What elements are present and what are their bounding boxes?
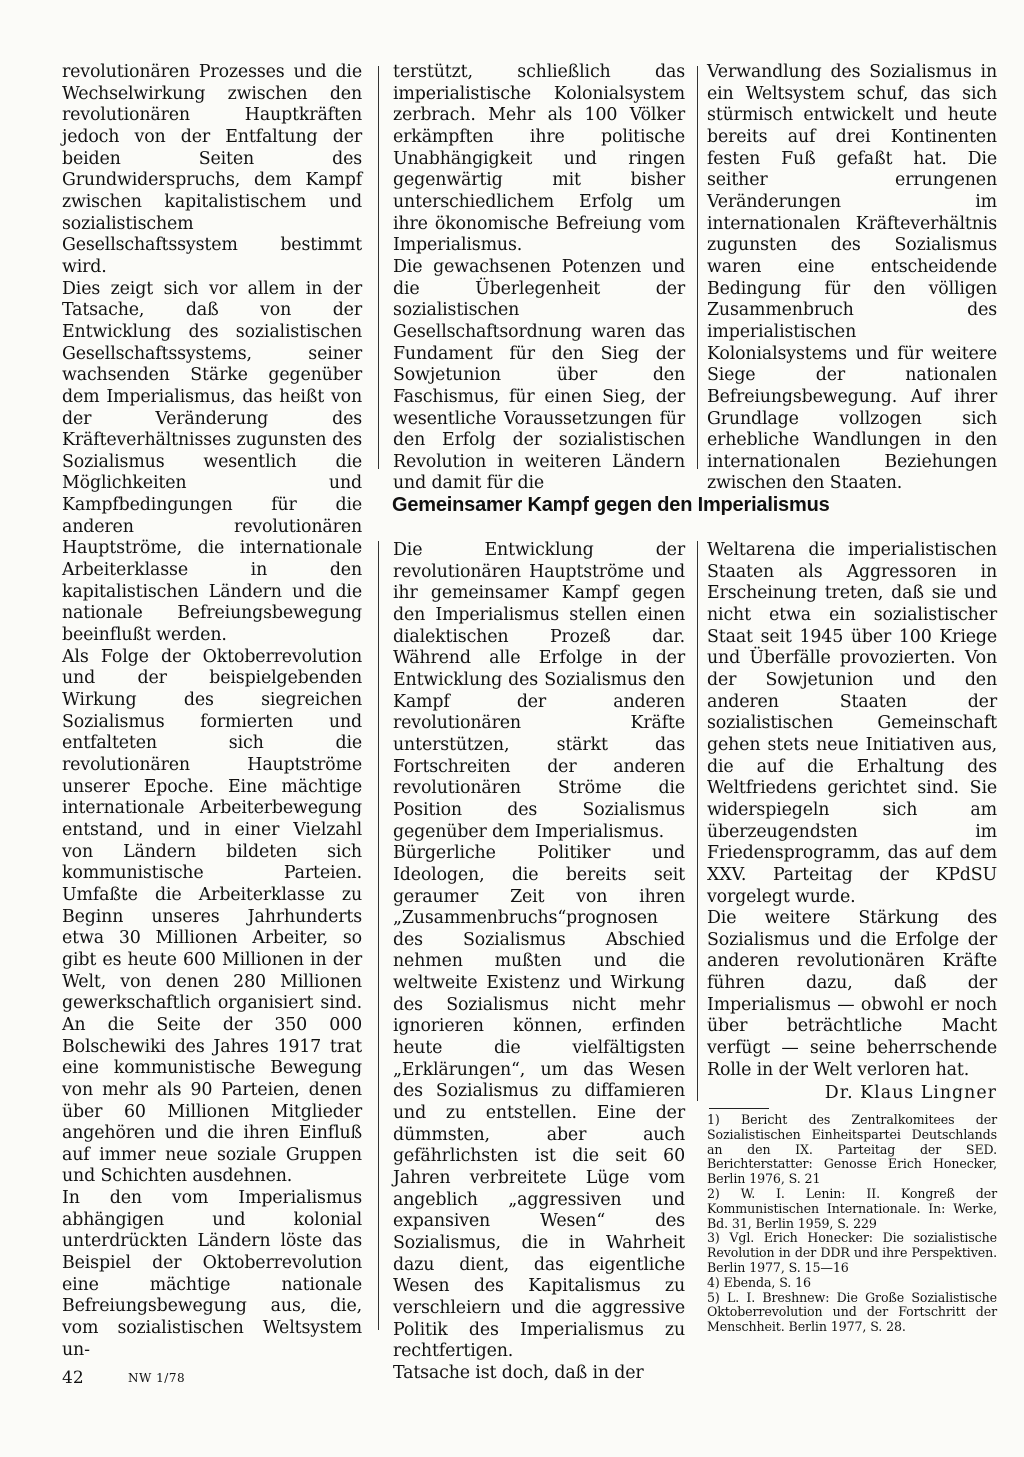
paragraph: Dies zeigt sich vor allem in der Tatsache, daß von der Entwicklung des sozialistischen Gesellschaftssystems, seiner wachsenden Stärke gegenüber dem Imperialismus, das heißt von der Veränderung des Kräfteverhältnisses zugunsten des Sozialismus wesentlich die Möglichkeiten und Kampfbedingungen für die anderen revolutionären Hauptströme, die internationale Arbeiterklasse in den kapitalistischen Ländern und die nationale Befreiungsbewegung beeinflußt werden. bbox=[62, 278, 362, 646]
footnote: 5) L. I. Breshnew: Die Große Sozialistische Oktoberrevolution und der Fortschritt der Menschheit. Berlin 1977, S. 28. bbox=[707, 1289, 997, 1335]
text-column-5 bbox=[707, 540, 997, 1081]
footnote: 4) Ebenda, S. 16 bbox=[707, 1274, 811, 1290]
paragraph: Verwandlung des Sozialismus in ein Weltsystem schuf, das sich stürmisch entwickelt und heute bereits auf drei Kontinenten festen Fuß gefaßt hat. Die seither errungenen Veränderungen im internationalen Kräfteverhältnis zugunsten des Sozialismus waren eine entscheidende Bedingung für den völligen Zusammenbruch des imperialistischen Kolonialsystems und für weitere Siege der nationalen Befreiungsbewegung. Auf ihrer Grundlage vollzogen sich erhebliche Wandlungen in den internationalen Beziehungen zwischen den Staaten. bbox=[707, 62, 997, 494]
footnote: 2) W. I. Lenin: II. Kongreß der Kommunistischen Internationale. In: Werke, Bd. 31, Berlin 1959, S. 229 bbox=[707, 1185, 997, 1231]
journal-issue: NW 1/78 bbox=[128, 1371, 186, 1385]
paragraph: In den vom Imperialismus abhängigen und kolonial unterdrückten Ländern löste das Beispiel der Oktoberrevolution eine mächtige nationale Befreiungsbewegung aus, die, vom sozialistischen Weltsystem un- bbox=[62, 1188, 362, 1360]
text-column-2 bbox=[393, 62, 685, 495]
column-divider bbox=[697, 66, 698, 469]
column-divider bbox=[378, 66, 379, 469]
footnotes bbox=[707, 1113, 997, 1335]
paragraph: revolutionären Prozesses und die Wechselwirkung zwischen den revolutionären Hauptkräften jedoch von der Entfaltung der beiden Seiten des Grundwiderspruchs, dem Kampf zwischen kapitalistischem und sozialistischem Gesellschaftssystem bestimmt wird. bbox=[62, 62, 362, 277]
author-signature: Dr. Klaus Lingner bbox=[824, 1083, 997, 1103]
paragraph: terstützt, schließlich das imperialistische Kolonialsystem zerbrach. Mehr als 100 Völker erkämpften ihre politische Unabhängigkeit und ringen gegenwärtig mit bisher unterschiedlichem Erfolg um ihre ökonomische Befreiung vom Imperialismus. bbox=[393, 62, 685, 256]
paragraph: Die Entwicklung der revolutionären Hauptströme und ihr gemeinsamer Kampf gegen den Imperialismus stellen einen dialektischen Prozeß dar. Während alle Erfolge in der Entwicklung des Sozialismus den Kampf der anderen revolutionären Kräfte unterstützen, stärkt das Fortschreiten der anderen revolutionären Ströme die Position des Sozialismus gegenüber dem Imperialismus. bbox=[393, 540, 685, 842]
footnote-divider bbox=[709, 1108, 769, 1109]
footnote: 3) Vgl. Erich Honecker: Die sozialistische Revolution in der DDR und ihre Perspektiven. Berlin 1977, S. 15—16 bbox=[707, 1230, 997, 1275]
text-column-4 bbox=[393, 540, 685, 1385]
paragraph: Bürgerliche Politiker und Ideologen, die bereits seit geraumer Zeit von ihren „Zusammenbruchs“prognosen des Sozialismus Abschied nehmen mußten und die weltweite Existenz und Wirkung des Sozialismus nicht mehr ignorieren können, erfinden heute die vielfältigsten „Erklärungen“, um das Wesen des Sozialismus zu diffamieren und zu entstellen. Eine der dümmsten, aber auch gefährlichsten ist die seit 60 Jahren verbreitete Lüge vom angeblich „aggressiven und expansiven Wesen“ des Sozialismus, die in Wahrheit dazu dient, das eigentliche Wesen des Kapitalismus zu verschleiern und die aggressive Politik des Imperialismus zu rechtfertigen. bbox=[393, 843, 685, 1362]
paragraph: Die gewachsenen Potenzen und die Überlegenheit der sozialistischen Gesellschaftsordnung waren das Fundament für den Sieg der Sowjetunion über den Faschismus, für einen Sieg, der wesentliche Voraussetzungen für den Erfolg der sozialistischen Revolution in weiteren Ländern und damit für die bbox=[393, 256, 685, 494]
section-heading: Gemeinsamer Kampf gegen den Imperialismus bbox=[392, 494, 830, 516]
paragraph: Die weitere Stärkung des Sozialismus und die Erfolge der anderen revolutionären Kräfte führen dazu, daß der Imperialismus — obwohl er noch über beträchtliche Macht verfügt — seine beherrschende Rolle in der Welt verloren hat. bbox=[707, 908, 997, 1080]
text-column-1 bbox=[62, 62, 362, 1361]
paragraph: Tatsache ist doch, daß in der bbox=[393, 1362, 644, 1383]
paragraph: Weltarena die imperialistischen Staaten als Aggressoren in Erscheinung treten, daß sie und nicht etwa ein sozialistischer Staat seit 1945 über 100 Kriege und Überfälle provozierten. Von der Sowjetunion und den anderen Staaten der sozialistischen Gemeinschaft gehen stets neue Initiativen aus, die auf die Erhaltung des Weltfriedens gerichtet sind. Sie widerspiegeln sich am überzeugendsten im Friedensprogramm, das auf dem XXV. Parteitag der KPdSU vorgelegt wurde. bbox=[707, 540, 997, 907]
paragraph: Als Folge der Oktoberrevolution und der beispielgebenden Wirkung des siegreichen Sozialismus formierten und entfalteten sich die revolutionären Hauptströme unserer Epoche. Eine mächtige internationale Arbeiterbewegung entstand, und in einer Vielzahl von Ländern bildeten sich kommunistische Parteien. Umfaßte die Arbeiterklasse zu Beginn unseres Jahrhunderts etwa 30 Millionen Arbeiter, so gibt es heute 600 Millionen in der Welt, von denen 280 Millionen gewerkschaftlich organisiert sind. An die Seite der 350 000 Bolschewiki des Jahres 1917 trat eine kommunistische Bewegung von mehr als 90 Parteien, denen über 60 Millionen Mitglieder angehören und die ihren Einfluß auf immer neue soziale Gruppen und Schichten ausdehnen. bbox=[62, 646, 362, 1187]
footnote: 1) Bericht des Zentralkomitees der Sozialistischen Einheitspartei Deutschlands an den IX. Parteitag der SED. Berichterstatter: Genosse Erich Honecker, Berlin 1976, S. 21 bbox=[707, 1112, 997, 1187]
column-divider bbox=[697, 541, 698, 1101]
column-divider bbox=[378, 541, 379, 1330]
page-number: 42 bbox=[62, 1368, 84, 1388]
text-column-3 bbox=[707, 62, 997, 495]
